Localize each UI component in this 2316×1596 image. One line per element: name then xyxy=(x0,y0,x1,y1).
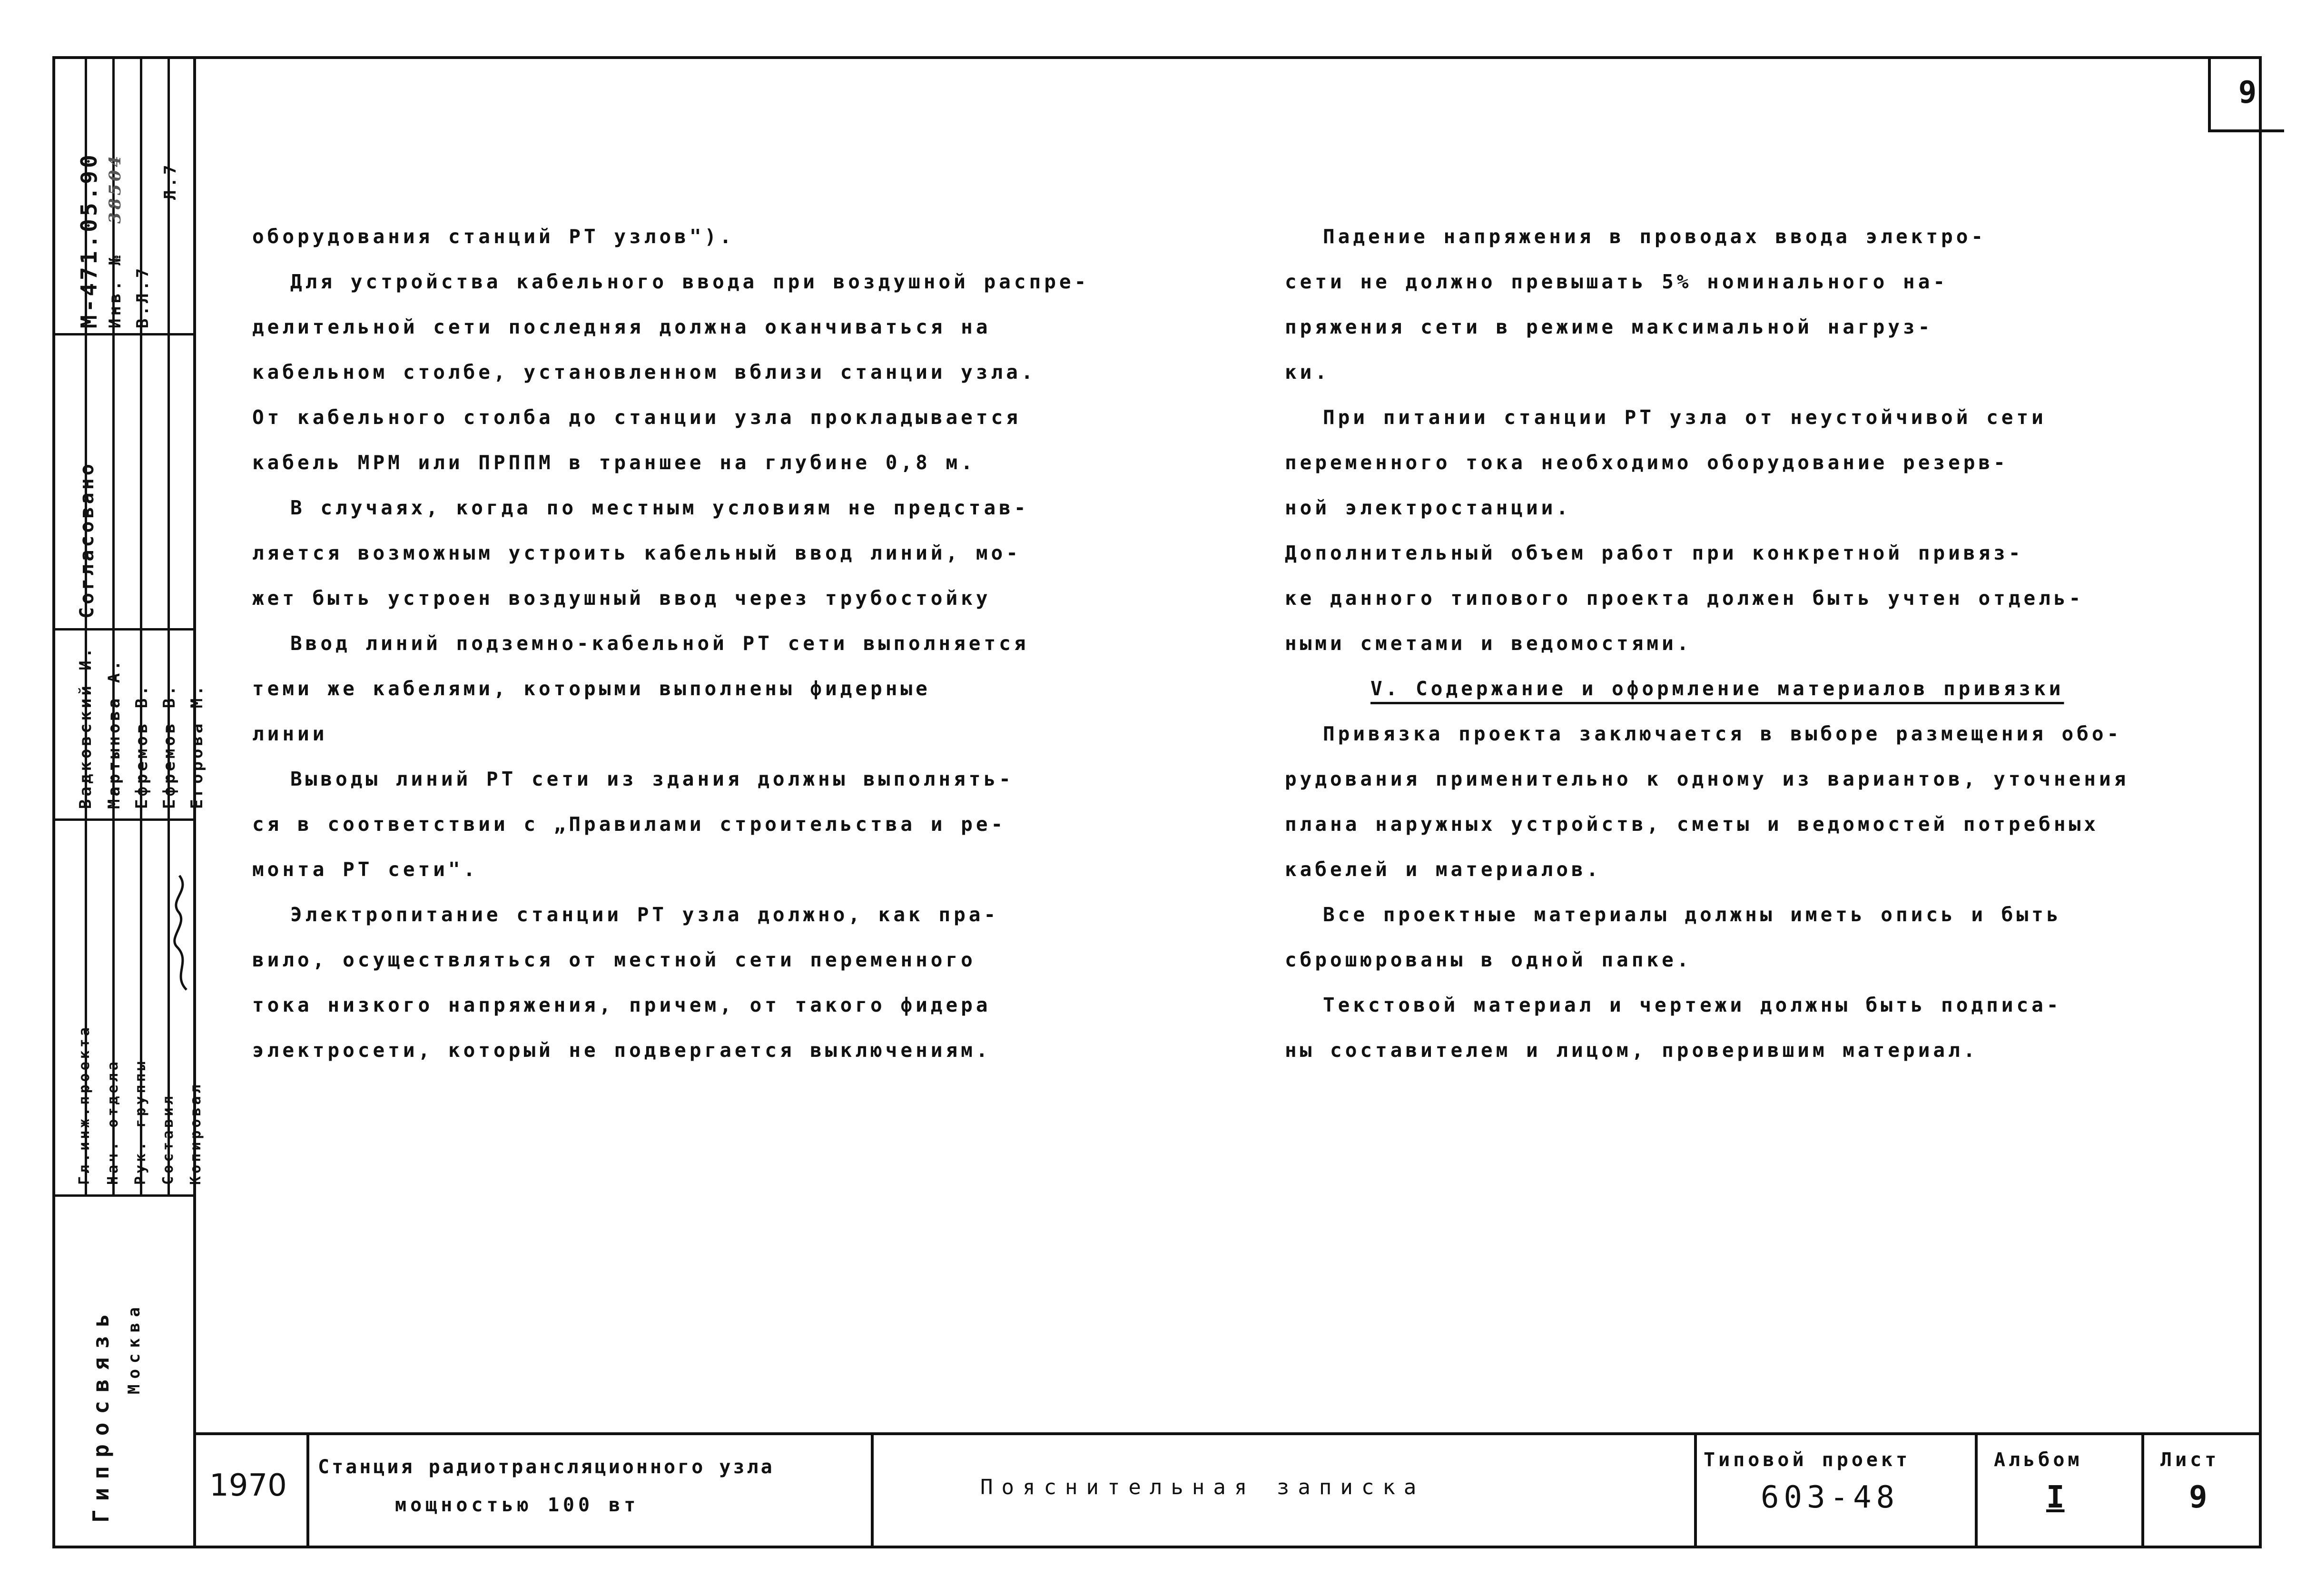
title-block-divider xyxy=(306,1432,309,1548)
signer-name: Ефремов В. xyxy=(132,683,151,809)
inv-value: 38504 xyxy=(106,153,125,224)
text-line: переменного тока необходимо оборудование резерв- xyxy=(1285,451,2009,474)
stamp-divider xyxy=(168,56,170,1194)
text-line: рудования применительно к одному из вариантов, уточнения xyxy=(1285,768,2129,790)
text-line: сети не должно превышать 5% номинального на- xyxy=(1285,270,1949,293)
text-line: Дополнительный объем работ при конкретной привяз- xyxy=(1285,542,2024,564)
right-text-column xyxy=(1285,214,2129,1073)
stamp-row-line xyxy=(52,628,195,631)
signer-role: Рук. группы xyxy=(132,1059,149,1185)
text-line: пряжения сети в режиме максимальной нагруз- xyxy=(1285,315,1933,338)
title-block-divider xyxy=(2141,1432,2144,1548)
text-line: ке данного типового проекта должен быть учтен отдель- xyxy=(1285,587,2084,610)
signer-name: Егорова М. xyxy=(187,683,207,809)
org-name: Гипросвязь xyxy=(88,1305,114,1523)
text-line: ными сметами и ведомостями. xyxy=(1285,632,1692,655)
stamp-divider xyxy=(112,56,115,1194)
inv-label: Инв. № xyxy=(106,253,125,328)
title-sheet-value: 9 xyxy=(2189,1480,2208,1515)
text-line: Для устройства кабельного ввода при воздушной распре- xyxy=(290,270,1090,293)
text-line: Ввод линий подземно-кабельной РТ сети выполняется xyxy=(290,632,1029,655)
signer-name: Ефремов В. xyxy=(160,683,179,809)
stamp-row-line xyxy=(52,333,195,335)
text-line: оборудования станций РТ узлов"). xyxy=(252,225,735,248)
doc-code: М-471.05.90 xyxy=(76,152,102,328)
title-album-label: Альбом xyxy=(1994,1449,2083,1471)
text-line: электросети, который не подвергается выключениям. xyxy=(252,1039,991,1062)
title-station-line1: Станция радиотрансляционного узла xyxy=(318,1456,775,1478)
text-line: жет быть устроен воздушный ввод через трубостойку xyxy=(252,587,991,610)
text-line: теми же кабелями, которыми выполнены фидерные xyxy=(252,677,931,700)
text-line: ляется возможным устроить кабельный ввод линий, мо- xyxy=(252,542,1021,564)
text-line: монта РТ сети". xyxy=(252,858,479,881)
title-year: 1970 xyxy=(209,1468,287,1503)
title-project-number: 603-48 xyxy=(1761,1480,1900,1515)
text-line: ся в соответствии с „Правилами строительства и ре- xyxy=(252,813,1006,836)
title-block-divider xyxy=(1975,1432,1978,1548)
title-block-divider xyxy=(871,1432,874,1548)
stamp-divider xyxy=(140,56,142,1194)
agreed-label: Согласовано xyxy=(76,461,98,619)
stamp-row-line xyxy=(52,1194,195,1197)
signer-role: Копировал xyxy=(187,1082,204,1185)
title-doc-type: Пояснительная записка xyxy=(980,1475,1425,1499)
signer-name: Мартынова А. xyxy=(105,658,124,809)
text-line: ны составителем и лицом, проверившим материал. xyxy=(1285,1039,1979,1062)
title-sheet-label: Лист xyxy=(2160,1449,2220,1471)
text-line: Привязка проекта заключается в выборе размещения обо- xyxy=(1323,722,2122,745)
left-text-column xyxy=(252,214,1089,1073)
text-line: Падение напряжения в проводах ввода электро- xyxy=(1323,225,1987,248)
page-number: 9 xyxy=(2208,56,2284,132)
text-line: кабелей и материалов. xyxy=(1285,858,1602,881)
signer-name: Вадковский И. xyxy=(76,645,95,809)
text-line: Выводы линий РТ сети из здания должны выполнять- xyxy=(290,768,1014,790)
signer-role: Нач. отдела xyxy=(105,1059,121,1185)
text-line: кабель МРМ или ПРППМ в траншее на глубине 0,8 м. xyxy=(252,451,976,474)
inv-sub: В.Л.7 xyxy=(133,265,152,328)
title-album-value: I xyxy=(2046,1480,2065,1515)
title-project-label: Типовой проект xyxy=(1704,1449,1911,1471)
text-line: От кабельного столба до станции узла прокладывается xyxy=(252,406,1021,429)
text-line: ки. xyxy=(1285,361,1330,384)
text-line: вило, осуществляться от местной сети переменного xyxy=(252,948,976,971)
text-line: делительной сети последняя должна оканчиваться на xyxy=(252,315,991,338)
signature-mark xyxy=(168,866,196,999)
text-line: кабельном столбе, установленном вблизи станции узла. xyxy=(252,361,1036,384)
sheet-sub: Л.7 xyxy=(161,162,180,200)
signer-role: Составил xyxy=(160,1093,177,1185)
org-city: Москва xyxy=(125,1301,144,1394)
text-line: При питании станции РТ узла от неустойчивой сети xyxy=(1323,406,2047,429)
title-block-divider xyxy=(1694,1432,1697,1548)
signer-role: Гл.инж.проекта xyxy=(76,1025,93,1185)
text-line: В случаях, когда по местным условиям не представ- xyxy=(290,496,1029,519)
text-line: Текстовой материал и чертежи должны быть подписа- xyxy=(1323,994,2062,1016)
text-line: Электропитание станции РТ узла должно, как пра- xyxy=(290,903,999,926)
section-heading: V. Содержание и оформление материалов привязки xyxy=(1370,677,2064,700)
title-station-line2: мощностью 100 вт xyxy=(395,1494,640,1516)
text-line: тока низкого напряжения, причем, от такого фидера xyxy=(252,994,991,1016)
text-line: плана наружных устройств, сметы и ведомостей потребных xyxy=(1285,813,2099,836)
text-line: сброшюрованы в одной папке. xyxy=(1285,948,1692,971)
text-line: ной электростанции. xyxy=(1285,496,1571,519)
text-line: линии xyxy=(252,722,328,745)
stamp-row-line xyxy=(52,818,195,821)
text-line: Все проектные материалы должны иметь опись и быть xyxy=(1323,903,2062,926)
